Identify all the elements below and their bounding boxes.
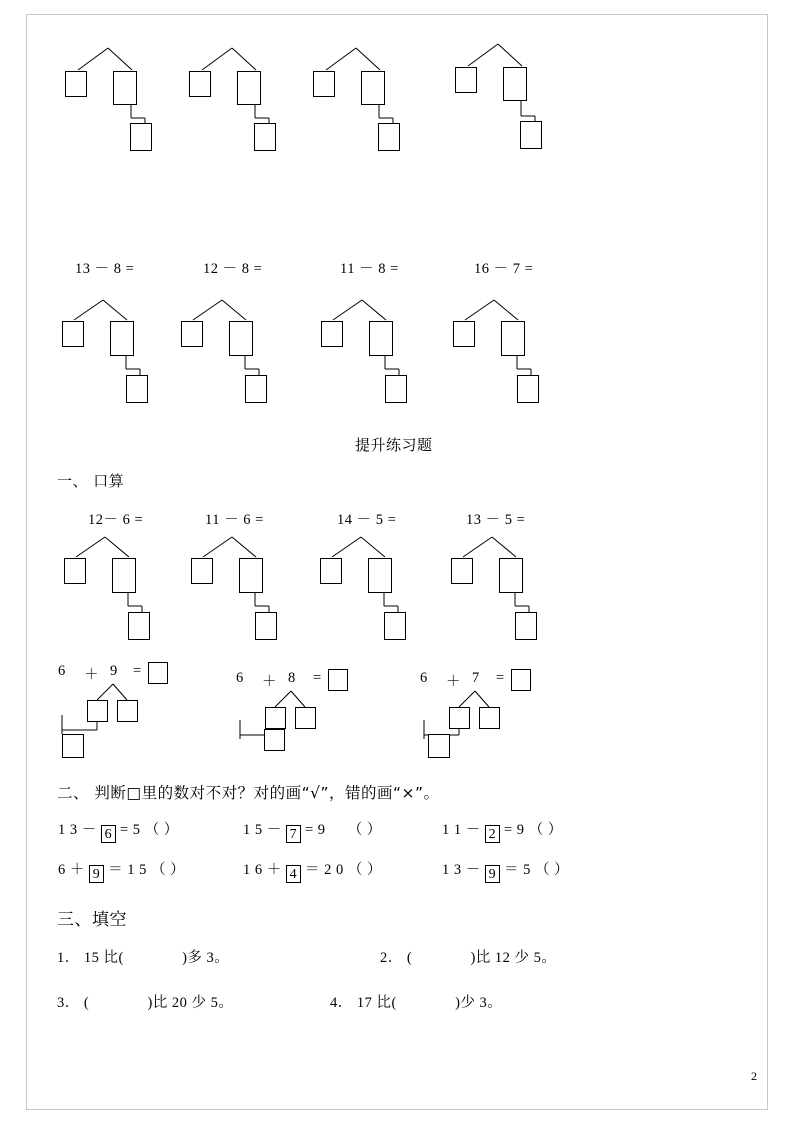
judge-right: ＝ 2 0	[305, 862, 344, 878]
fill-blank-2	[380, 946, 556, 967]
judge-item-1	[58, 818, 179, 843]
fill-blank-number: 1．	[57, 950, 80, 966]
equation-12-minus-8: 12 － 8 =	[203, 261, 263, 277]
judge-left: 1 3 －	[442, 862, 481, 878]
section-title: 提升练习题	[355, 436, 433, 454]
judge-boxed-number[interactable]: 2	[485, 825, 500, 843]
part-three-heading: 三、填空	[57, 910, 127, 930]
part-one-heading: 一、 口算	[57, 472, 125, 490]
addend-b: 9	[110, 663, 118, 679]
judge-left: 1 3 －	[58, 822, 97, 838]
answer-box[interactable]	[449, 707, 470, 729]
addend-b: 7	[472, 670, 480, 686]
judge-paren[interactable]: （ ）	[347, 862, 382, 878]
equation-13-minus-5: 13 － 5 =	[466, 512, 526, 528]
addend-a: 6	[236, 670, 244, 686]
addend-a: 6	[58, 663, 66, 679]
plus-sign: ＋	[446, 674, 461, 690]
page-number: 2	[751, 1069, 757, 1083]
fill-blank-pre: (	[83, 995, 90, 1011]
fill-blank-number: 4．	[330, 995, 353, 1011]
equals-sign: =	[313, 670, 322, 686]
equation-11-minus-8: 11 － 8 =	[340, 261, 399, 277]
fill-blank-pre: (	[406, 950, 413, 966]
judge-boxed-number[interactable]: 6	[101, 825, 116, 843]
equation-13-minus-8: 13 － 8 =	[75, 261, 135, 277]
fill-blank-4	[330, 991, 502, 1012]
equals-sign: =	[496, 670, 505, 686]
judge-boxed-number[interactable]: 9	[89, 865, 104, 883]
judge-paren[interactable]: （ ）	[144, 822, 179, 838]
judge-boxed-number[interactable]: 7	[286, 825, 301, 843]
judge-item-4	[58, 858, 185, 883]
answer-box[interactable]	[428, 734, 450, 758]
judge-paren[interactable]: （ ）	[347, 822, 382, 838]
fill-blank-post: )多 3。	[182, 950, 230, 966]
addend-a: 6	[420, 670, 428, 686]
fill-blank-post: )比 20 少 5。	[147, 995, 234, 1011]
plus-sign: ＋	[84, 667, 99, 683]
judge-right: ＝ 5	[504, 862, 531, 878]
judge-left: 1 5 －	[243, 822, 282, 838]
fill-blank-pre: 15 比(	[83, 950, 124, 966]
fill-blank-number: 2．	[380, 950, 403, 966]
judge-left: 1 1 －	[442, 822, 481, 838]
judge-right: = 9	[305, 822, 326, 838]
judge-item-6	[442, 858, 569, 883]
fill-blank-number: 3．	[57, 995, 80, 1011]
equals-sign: =	[133, 663, 142, 679]
judge-paren[interactable]: （ ）	[151, 862, 186, 878]
judge-item-5	[243, 858, 382, 883]
judge-boxed-number[interactable]: 9	[485, 865, 500, 883]
answer-box[interactable]	[479, 707, 500, 729]
judge-right: = 9	[504, 822, 525, 838]
judge-left: 6 ＋	[58, 862, 85, 878]
equation-12-minus-6: 12－ 6 =	[88, 512, 144, 528]
judge-paren[interactable]: （ ）	[535, 862, 570, 878]
fill-blank-post: )少 3。	[455, 995, 503, 1011]
plus-sign: ＋	[262, 674, 277, 690]
judge-item-3	[442, 818, 563, 843]
judge-paren[interactable]: （ ）	[528, 822, 563, 838]
addend-b: 8	[288, 670, 296, 686]
fill-blank-1	[57, 946, 229, 967]
judge-right: = 5	[120, 822, 141, 838]
judge-boxed-number[interactable]: 4	[286, 865, 301, 883]
equation-16-minus-7: 16 － 7 =	[474, 261, 534, 277]
judge-right: ＝ 1 5	[108, 862, 147, 878]
part-two-heading: 二、 判断□里的数对不对？对的画“√”，错的画“×”。	[57, 784, 440, 802]
judge-item-2	[243, 818, 382, 843]
judge-left: 1 6 ＋	[243, 862, 282, 878]
fill-blank-3	[57, 991, 233, 1012]
fill-blank-pre: 17 比(	[356, 995, 397, 1011]
equation-14-minus-5: 14 － 5 =	[337, 512, 397, 528]
fill-blank-post: )比 12 少 5。	[470, 950, 557, 966]
equation-11-minus-6: 11 － 6 =	[205, 512, 264, 528]
